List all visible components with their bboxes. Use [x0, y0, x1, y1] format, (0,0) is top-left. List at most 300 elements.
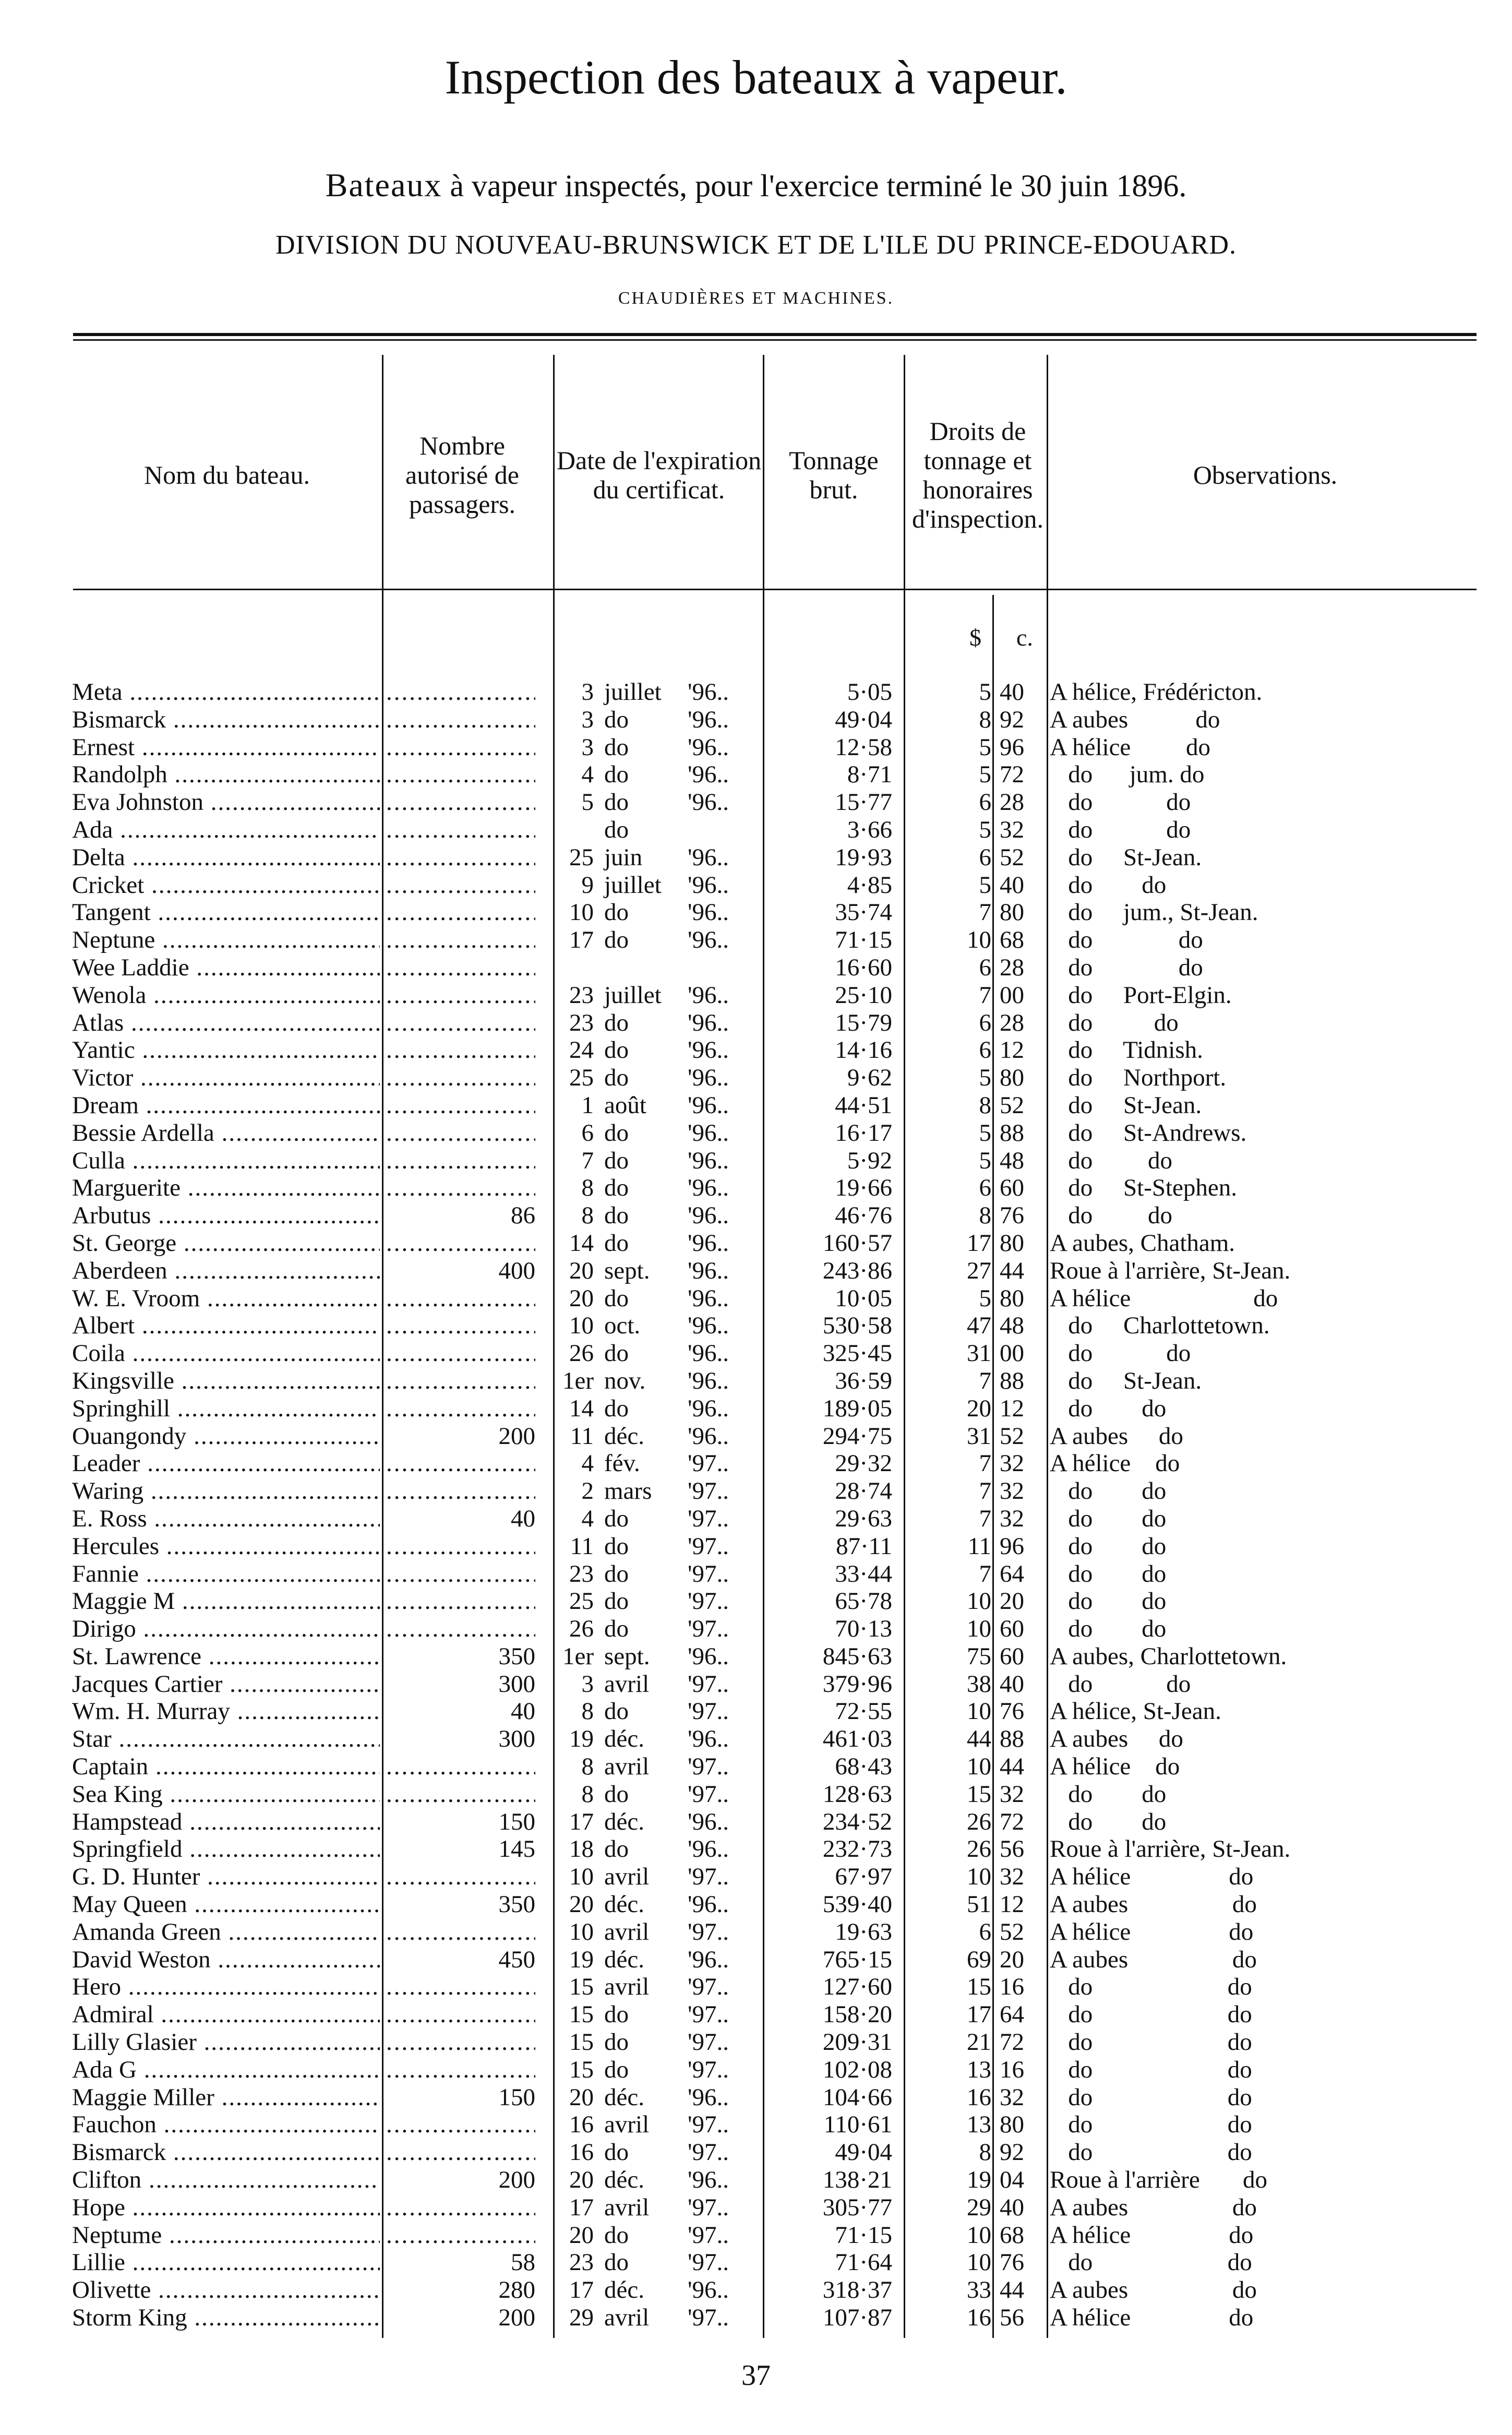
cell-ton: 36·59: [835, 1367, 892, 1394]
cell-dol: 10: [967, 926, 991, 954]
cell-month: avril: [604, 1973, 650, 2001]
cell-cts: 12: [1000, 1891, 1024, 1918]
table-row: [0, 1036, 1512, 1064]
subtitle-caps: Bateaux: [325, 166, 442, 204]
cell-cts: 48: [1000, 1147, 1024, 1174]
cell-name: Sea King .....: [72, 1781, 380, 1808]
cell-pass: 300: [498, 1725, 535, 1753]
cell-year: '97..: [688, 1863, 729, 1891]
cell-month: août: [604, 1091, 646, 1119]
cell-pass: [386, 2139, 535, 2166]
cell-name: Captain .....: [72, 1753, 380, 1781]
cell-cts: 68: [1000, 2221, 1024, 2249]
table-row: [0, 1119, 1512, 1147]
cell-dol: 10: [967, 1753, 991, 1781]
cell-ton: 49·04: [835, 2139, 892, 2166]
cell-pass: [386, 1340, 535, 1367]
cell-name: Olivette .....: [72, 2276, 380, 2304]
cell-year: '96..: [688, 2276, 729, 2304]
table-row: [0, 1395, 1512, 1423]
cell-month: fév.: [604, 1450, 640, 1477]
cell-cts: 20: [1000, 1587, 1024, 1615]
table-row: [0, 1781, 1512, 1808]
cell-ton: 87·11: [836, 1532, 892, 1560]
cell-day: 26: [569, 1615, 594, 1643]
cell-pass: [386, 899, 535, 926]
cell-month: do: [604, 1394, 629, 1422]
cell-ton: 8·71: [847, 761, 892, 789]
cell-pass: [386, 1533, 535, 1560]
cell-dol: 5: [979, 1284, 991, 1312]
cell-cts: 32: [1000, 1780, 1024, 1808]
cell-month: avril: [604, 2304, 650, 2332]
cell-name: Clifton .....: [72, 2166, 380, 2194]
table-row: [0, 1450, 1512, 1477]
table-row: [0, 1230, 1512, 1257]
table-row: [0, 982, 1512, 1009]
cell-dol: 10: [967, 1615, 991, 1643]
table-row: [0, 2194, 1512, 2222]
table-row: [0, 2276, 1512, 2304]
cell-day: 3: [581, 733, 594, 761]
cell-ton: 325·45: [822, 1340, 892, 1367]
cell-dol: 15: [967, 1780, 991, 1808]
cell-obs: do do: [1050, 1147, 1172, 1174]
cell-day: 20: [569, 1891, 594, 1918]
table-row: [0, 706, 1512, 734]
cell-name: Coila .....: [72, 1340, 380, 1367]
cell-obs: do do: [1050, 816, 1191, 843]
cell-cts: 32: [1000, 1450, 1024, 1477]
cell-pass: [386, 1450, 535, 1477]
cell-year: '97..: [688, 1450, 729, 1477]
cell-name: Meta .....: [72, 678, 380, 706]
cell-name: Ada .....: [72, 816, 380, 844]
cell-month: déc.: [604, 1422, 644, 1450]
cell-pass: 450: [498, 1945, 535, 1973]
cell-name: Kingsville .....: [72, 1367, 380, 1395]
cell-year: '97..: [688, 2249, 729, 2276]
cell-ton: 33·44: [835, 1560, 892, 1587]
cell-dol: 11: [967, 1532, 991, 1560]
cell-name: Tangent .....: [72, 899, 380, 926]
cell-year: '96..: [688, 899, 729, 926]
cell-name: G. D. Hunter .....: [72, 1863, 380, 1891]
cell-name: Wenola .....: [72, 982, 380, 1009]
cell-ton: 294·75: [822, 1422, 892, 1450]
cell-cts: 40: [1000, 2193, 1024, 2221]
cell-day: 4: [581, 761, 594, 789]
cell-name: Wee Laddie .....: [72, 954, 380, 982]
cell-obs: do do: [1050, 2056, 1252, 2083]
cell-month: do: [604, 1340, 629, 1367]
table-row: [0, 2111, 1512, 2139]
cell-cts: 96: [1000, 733, 1024, 761]
cell-month: do: [604, 1036, 629, 1064]
cell-name: Amanda Green .....: [72, 1918, 380, 1946]
cell-year: '96..: [688, 1340, 729, 1367]
cell-day: 17: [569, 926, 594, 954]
cell-obs: do do: [1050, 1340, 1191, 1367]
cell-name: Hero .....: [72, 1973, 380, 2001]
cell-name: Neptume .....: [72, 2222, 380, 2249]
cell-dol: 31: [967, 1422, 991, 1450]
cell-dol: 75: [967, 1642, 991, 1670]
cell-dol: 8: [979, 1202, 991, 1230]
cell-pass: [386, 1973, 535, 2001]
cell-dol: 6: [979, 1036, 991, 1064]
cell-day: 14: [569, 1394, 594, 1422]
cell-month: juillet: [604, 981, 662, 1009]
cell-day: 23: [569, 1560, 594, 1587]
cell-month: do: [604, 816, 629, 843]
cell-ton: 160·57: [822, 1229, 892, 1257]
cell-pass: [386, 1918, 535, 1946]
cell-ton: 461·03: [822, 1725, 892, 1753]
cell-name: Star .....: [72, 1725, 380, 1753]
cell-year: '96..: [688, 1367, 729, 1394]
cell-cts: 88: [1000, 1367, 1024, 1394]
cell-ton: 539·40: [822, 1891, 892, 1918]
cell-pass: [386, 761, 535, 789]
cell-ton: 243·86: [822, 1257, 892, 1284]
cell-ton: 12·58: [835, 733, 892, 761]
cell-obs: do do: [1050, 2139, 1252, 2166]
cell-pass: [386, 1064, 535, 1092]
cell-month: do: [604, 899, 629, 926]
cell-year: '96..: [688, 1422, 729, 1450]
cell-name: Atlas .....: [72, 1009, 380, 1037]
cell-year: '96..: [688, 1312, 729, 1340]
cell-month: déc.: [604, 2166, 644, 2194]
cell-obs: do do: [1050, 1477, 1167, 1505]
cell-day: 20: [569, 1257, 594, 1284]
cell-year: '96..: [688, 1229, 729, 1257]
cell-year: '96..: [688, 871, 729, 899]
cell-month: do: [604, 789, 629, 816]
table-row: [0, 1174, 1512, 1202]
table-row: [0, 844, 1512, 872]
table-row: [0, 1753, 1512, 1781]
cell-name: Dirigo .....: [72, 1615, 380, 1643]
cell-obs: A aubes do: [1050, 2193, 1257, 2221]
cell-year: '96..: [688, 1394, 729, 1422]
cell-day: 15: [569, 1973, 594, 2001]
cell-day: 25: [569, 1064, 594, 1092]
cell-obs: do St-Jean.: [1050, 843, 1202, 871]
cell-cts: 12: [1000, 1394, 1024, 1422]
cell-ton: 49·04: [835, 706, 892, 733]
cell-pass: [386, 1477, 535, 1505]
cell-ton: 46·76: [835, 1202, 892, 1230]
cell-name: Albert .....: [72, 1312, 380, 1340]
cell-name: Springfield .....: [72, 1835, 380, 1863]
cell-year: '97..: [688, 1505, 729, 1532]
cell-ton: 189·05: [822, 1394, 892, 1422]
cell-ton: 19·93: [835, 843, 892, 871]
cell-pass: 400: [498, 1257, 535, 1284]
cell-month: juillet: [604, 678, 662, 706]
cell-dol: 6: [979, 953, 991, 981]
cell-dol: 17: [967, 2001, 991, 2028]
cell-month: avril: [604, 1918, 650, 1945]
cell-pass: [386, 1036, 535, 1064]
cell-cts: 88: [1000, 1119, 1024, 1147]
cell-month: do: [604, 1835, 629, 1863]
cell-name: Ada G .....: [72, 2056, 380, 2084]
cell-month: juin: [604, 843, 643, 871]
cell-cts: 64: [1000, 2001, 1024, 2028]
cell-month: do: [604, 1009, 629, 1036]
cell-name: Fannie .....: [72, 1560, 380, 1588]
cell-cts: 32: [1000, 1863, 1024, 1891]
cell-day: 1: [581, 1091, 594, 1119]
cell-dol: 17: [967, 1229, 991, 1257]
table-row: [0, 1367, 1512, 1395]
cell-ton: 209·31: [822, 2028, 892, 2056]
cell-year: '97..: [688, 2056, 729, 2083]
cell-year: '96..: [688, 1147, 729, 1174]
cell-ton: 71·15: [835, 2221, 892, 2249]
cell-year: '96..: [688, 1808, 729, 1835]
cell-pass: [386, 2222, 535, 2249]
cell-dol: 10: [967, 2221, 991, 2249]
cell-pass: [386, 1312, 535, 1340]
cell-day: 3: [581, 1670, 594, 1698]
cell-pass: [386, 1781, 535, 1808]
cell-dol: 15: [967, 1973, 991, 2001]
cell-name: Delta .....: [72, 844, 380, 872]
cell-ton: 35·74: [835, 899, 892, 926]
cell-dol: 5: [979, 816, 991, 843]
cell-obs: A hélice do: [1050, 1863, 1254, 1891]
cell-dol: 10: [967, 2249, 991, 2276]
cell-month: do: [604, 1698, 629, 1725]
cell-day: 17: [569, 1808, 594, 1835]
cell-month: avril: [604, 1753, 650, 1781]
table-row: [0, 1147, 1512, 1175]
cell-pass: [386, 2001, 535, 2028]
table-row: [0, 761, 1512, 789]
cell-day: 7: [581, 1147, 594, 1174]
cell-day: 19: [569, 1945, 594, 1973]
table-row: [0, 899, 1512, 926]
cell-pass: [386, 1560, 535, 1588]
cell-name: Hampstead .....: [72, 1808, 380, 1836]
cell-name: May Queen .....: [72, 1891, 380, 1918]
cell-month: déc.: [604, 1945, 644, 1973]
cell-month: do: [604, 1587, 629, 1615]
cell-cts: 16: [1000, 1973, 1024, 2001]
cell-pass: [386, 1230, 535, 1257]
cell-name: Jacques Cartier .....: [72, 1670, 380, 1698]
cell-pass: 150: [498, 2083, 535, 2111]
cell-obs: do do: [1050, 1587, 1167, 1615]
cell-obs: do St-Andrews.: [1050, 1119, 1247, 1147]
top-rule: [73, 333, 1477, 336]
cell-year: '97..: [688, 2028, 729, 2056]
cell-dol: 13: [967, 2111, 991, 2139]
cell-year: '96..: [688, 789, 729, 816]
cell-year: '97..: [688, 1670, 729, 1698]
table-row: [0, 1725, 1512, 1753]
cell-cts: 56: [1000, 2304, 1024, 2332]
cell-cts: 52: [1000, 1091, 1024, 1119]
cell-ton: 128·63: [822, 1780, 892, 1808]
cell-dol: 10: [967, 1698, 991, 1725]
table-row: [0, 1312, 1512, 1340]
table-row: [0, 1808, 1512, 1836]
cell-month: do: [604, 926, 629, 954]
cell-dol: 6: [979, 789, 991, 816]
table-row: [0, 1615, 1512, 1643]
cell-obs: do St-Stephen.: [1050, 1174, 1238, 1202]
cell-ton: 19·66: [835, 1174, 892, 1202]
header-tonnage: Tonnage brut.: [789, 446, 879, 504]
cell-cts: 80: [1000, 1229, 1024, 1257]
cell-ton: 14·16: [835, 1036, 892, 1064]
cell-cts: 00: [1000, 981, 1024, 1009]
cell-cts: 96: [1000, 1532, 1024, 1560]
cell-day: 25: [569, 843, 594, 871]
cell-month: do: [604, 2056, 629, 2083]
cell-cts: 52: [1000, 1918, 1024, 1945]
cell-year: '96..: [688, 1642, 729, 1670]
cell-cts: 88: [1000, 1725, 1024, 1753]
cell-pass: [386, 2111, 535, 2139]
table-row: [0, 926, 1512, 954]
cell-ton: 5·92: [847, 1147, 892, 1174]
cell-year: '97..: [688, 1587, 729, 1615]
cell-name: Storm King .....: [72, 2304, 380, 2332]
cell-ton: 67·97: [835, 1863, 892, 1891]
header-fees: Droits de tonnage et honoraires d'inspection.: [911, 416, 1044, 533]
cell-year: '96..: [688, 1284, 729, 1312]
cell-ton: 29·32: [835, 1450, 892, 1477]
cell-obs: do do: [1050, 1009, 1179, 1036]
cell-day: 14: [569, 1229, 594, 1257]
cell-dol: 51: [967, 1891, 991, 1918]
cell-obs: do do: [1050, 953, 1203, 981]
cell-name: Hope .....: [72, 2194, 380, 2222]
cell-cts: 28: [1000, 789, 1024, 816]
cell-ton: 65·78: [835, 1587, 892, 1615]
division-heading: DIVISION DU NOUVEAU-BRUNSWICK ET DE L'ILE DU PRINCE-EDOUARD.: [275, 230, 1237, 260]
cell-cts: 00: [1000, 1340, 1024, 1367]
table-row: [0, 872, 1512, 899]
cell-dol: 7: [979, 981, 991, 1009]
table-row: [0, 1670, 1512, 1698]
cell-year: '96..: [688, 761, 729, 789]
table-row: [0, 954, 1512, 982]
cell-cts: 76: [1000, 1698, 1024, 1725]
cell-year: '97..: [688, 2001, 729, 2028]
cell-name: Maggie Miller .....: [72, 2084, 380, 2111]
table-row: [0, 1202, 1512, 1230]
cell-obs: do St-Jean.: [1050, 1091, 1202, 1119]
cell-month: déc.: [604, 1891, 644, 1918]
cell-name: Dream .....: [72, 1092, 380, 1119]
cell-ton: 70·13: [835, 1615, 892, 1643]
cell-day: 15: [569, 2001, 594, 2028]
cell-year: '96..: [688, 843, 729, 871]
cell-month: do: [604, 733, 629, 761]
cell-ton: 127·60: [822, 1973, 892, 2001]
cell-cts: 56: [1000, 1835, 1024, 1863]
cell-dol: 7: [979, 1367, 991, 1394]
cell-dol: 47: [967, 1312, 991, 1340]
cell-pass: [386, 706, 535, 734]
cell-name: Admiral .....: [72, 2001, 380, 2028]
cell-ton: 71·64: [835, 2249, 892, 2276]
subtitle: [0, 166, 1512, 205]
cell-pass: [386, 734, 535, 761]
cell-ton: 3·66: [847, 816, 892, 843]
cell-ton: 15·79: [835, 1009, 892, 1036]
cell-name: Eva Johnston .....: [72, 789, 380, 816]
cell-obs: A aubes do: [1050, 1945, 1257, 1973]
cell-cts: 40: [1000, 871, 1024, 899]
table-row: [0, 1285, 1512, 1312]
table-row: [0, 734, 1512, 761]
cell-name: Bessie Ardella .....: [72, 1119, 380, 1147]
cell-year: '97..: [688, 1532, 729, 1560]
cell-day: 17: [569, 2193, 594, 2221]
cell-month: do: [604, 1202, 629, 1230]
cell-ton: 15·77: [835, 789, 892, 816]
cell-month: do: [604, 1532, 629, 1560]
dollar-sign: $: [969, 624, 981, 651]
cell-obs: do do: [1050, 1973, 1252, 2001]
cell-ton: 530·58: [822, 1312, 892, 1340]
cell-obs: do Charlottetown.: [1050, 1312, 1270, 1340]
cell-pass: [386, 1174, 535, 1202]
cell-month: do: [604, 1780, 629, 1808]
cell-dol: 7: [979, 1505, 991, 1532]
header-observations: Observations.: [1193, 460, 1338, 490]
cell-month: do: [604, 2001, 629, 2028]
cell-obs: do do: [1050, 1505, 1167, 1532]
cell-obs: A aubes do: [1050, 2276, 1257, 2304]
cell-dol: 5: [979, 871, 991, 899]
cell-dol: 5: [979, 1147, 991, 1174]
cell-ton: 305·77: [822, 2193, 892, 2221]
table-row: [0, 1257, 1512, 1285]
cell-dol: 6: [979, 1918, 991, 1945]
cell-month: do: [604, 1064, 629, 1092]
cell-day: 18: [569, 1835, 594, 1863]
cell-month: do: [604, 2221, 629, 2249]
table-row: [0, 2139, 1512, 2166]
cell-year: '97..: [688, 1918, 729, 1945]
cell-month: déc.: [604, 1725, 644, 1753]
page-number: 37: [741, 2359, 771, 2392]
cell-cts: 92: [1000, 2139, 1024, 2166]
cell-dol: 8: [979, 706, 991, 733]
cell-obs: A aubes do: [1050, 706, 1220, 733]
cell-cts: 80: [1000, 1284, 1024, 1312]
top-rule-thin: [73, 339, 1477, 341]
cell-obs: A hélice, Frédéricton.: [1050, 678, 1263, 706]
cell-obs: do do: [1050, 2249, 1252, 2276]
cell-name: Aberdeen .....: [72, 1257, 380, 1285]
cell-pass: 40: [511, 1698, 535, 1725]
cell-pass: [386, 1587, 535, 1615]
cell-dol: 16: [967, 2304, 991, 2332]
cell-month: do: [604, 761, 629, 789]
table-row: [0, 1560, 1512, 1588]
cell-pass: 350: [498, 1642, 535, 1670]
